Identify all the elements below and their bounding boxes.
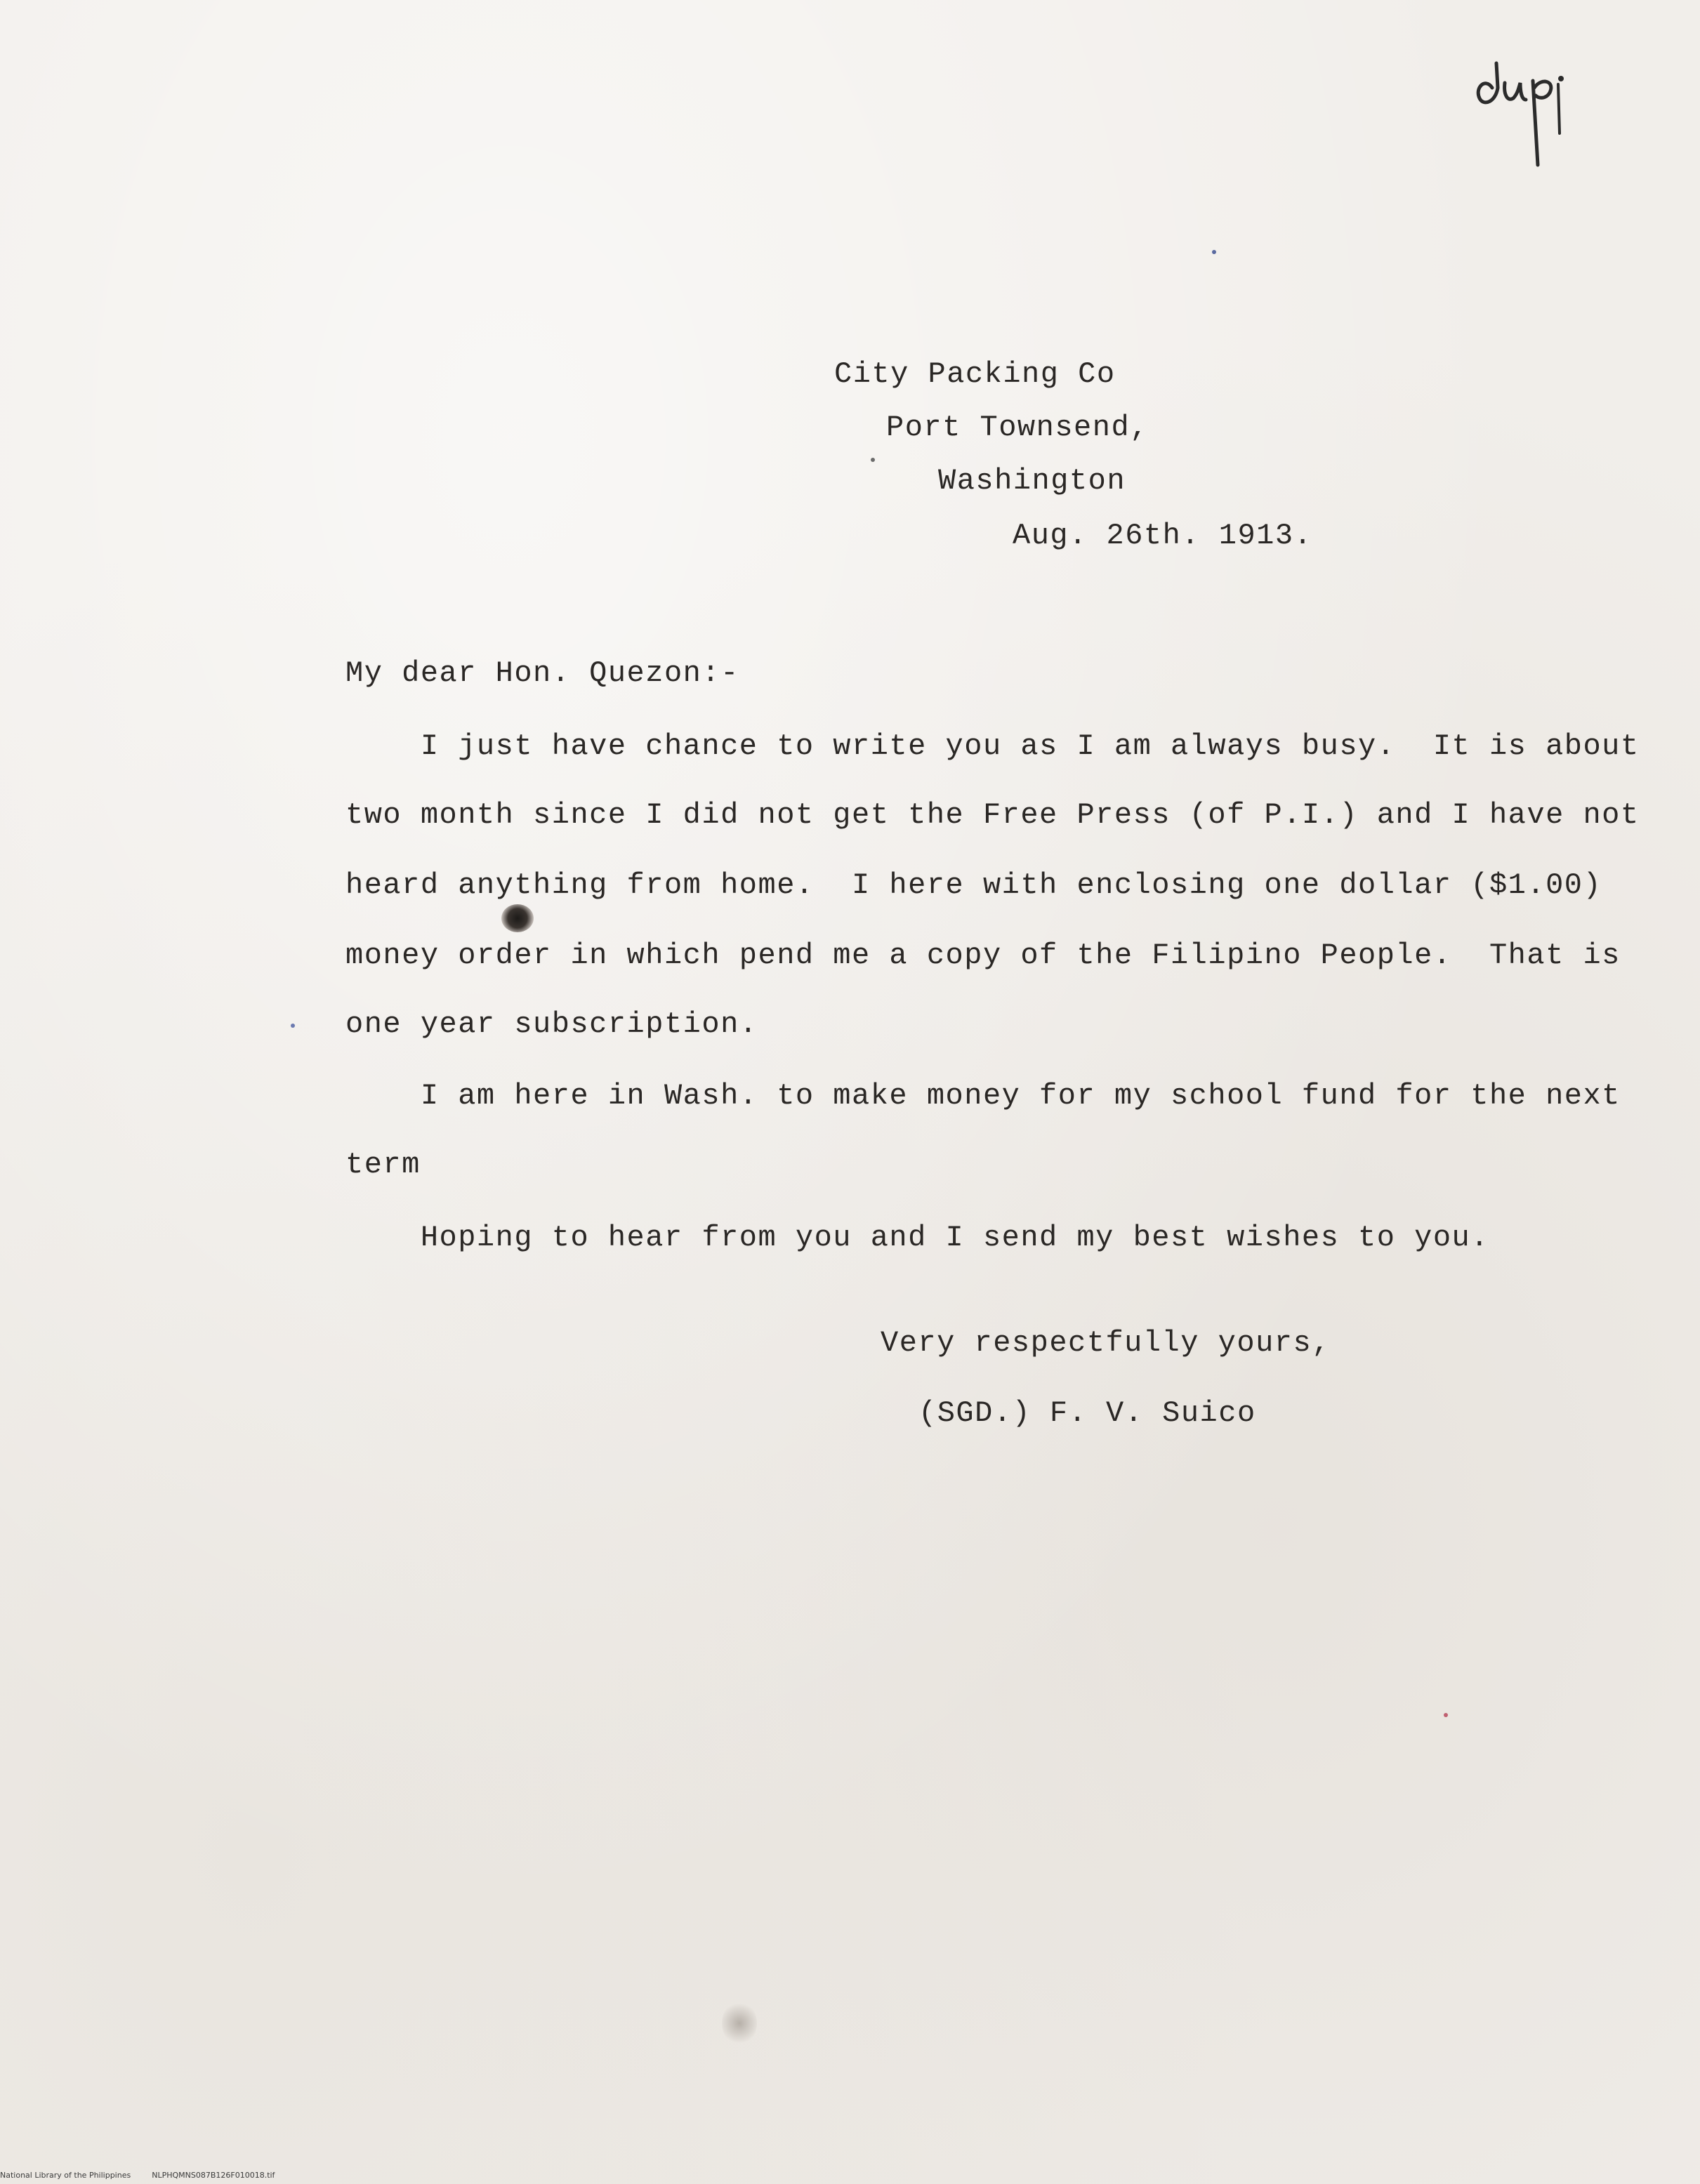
- address-city: Port Townsend,: [886, 411, 1149, 444]
- paragraph1-line3: heard anything from home. I here with enclosing one dollar ($1.00): [345, 868, 1602, 902]
- salutation: My dear Hon. Quezon:-: [345, 656, 739, 690]
- footer-filename: NLPHQMNS087B126F010018.tif: [152, 2171, 275, 2180]
- paper-stain: [722, 2001, 757, 2046]
- scan-footer: [0, 2171, 296, 2180]
- paper-speck: [871, 458, 875, 462]
- closing: Very respectfully yours,: [881, 1326, 1331, 1360]
- paragraph3-line1: Hoping to hear from you and I send my best wishes to you.: [345, 1221, 1489, 1255]
- paragraph1-line5: one year subscription.: [345, 1007, 758, 1041]
- signature: (SGD.) F. V. Suico: [918, 1396, 1256, 1430]
- address-state: Washington: [938, 464, 1126, 498]
- address-company: City Packing Co: [834, 357, 1116, 391]
- ink-blot: [501, 904, 534, 932]
- paragraph1-line2: two month since I did not get the Free Press (of P.I.) and I have not: [345, 798, 1640, 832]
- handwritten-annotation: [1471, 49, 1612, 176]
- paragraph1-line1: I just have chance to write you as I am always busy. It is about: [345, 729, 1640, 763]
- paragraph2-line2: term: [345, 1148, 421, 1182]
- letter-date: Aug. 26th. 1913.: [1013, 519, 1313, 552]
- paper-speck: [291, 1024, 295, 1028]
- paragraph1-line4: money order in which pend me a copy of the Filipino People. That is: [345, 939, 1621, 972]
- footer-source: National Library of the Philippines: [0, 2171, 131, 2180]
- paper-speck: [1212, 250, 1216, 254]
- paragraph2-line1: I am here in Wash. to make money for my school fund for the next: [345, 1079, 1621, 1113]
- paper-speck: [1444, 1713, 1448, 1717]
